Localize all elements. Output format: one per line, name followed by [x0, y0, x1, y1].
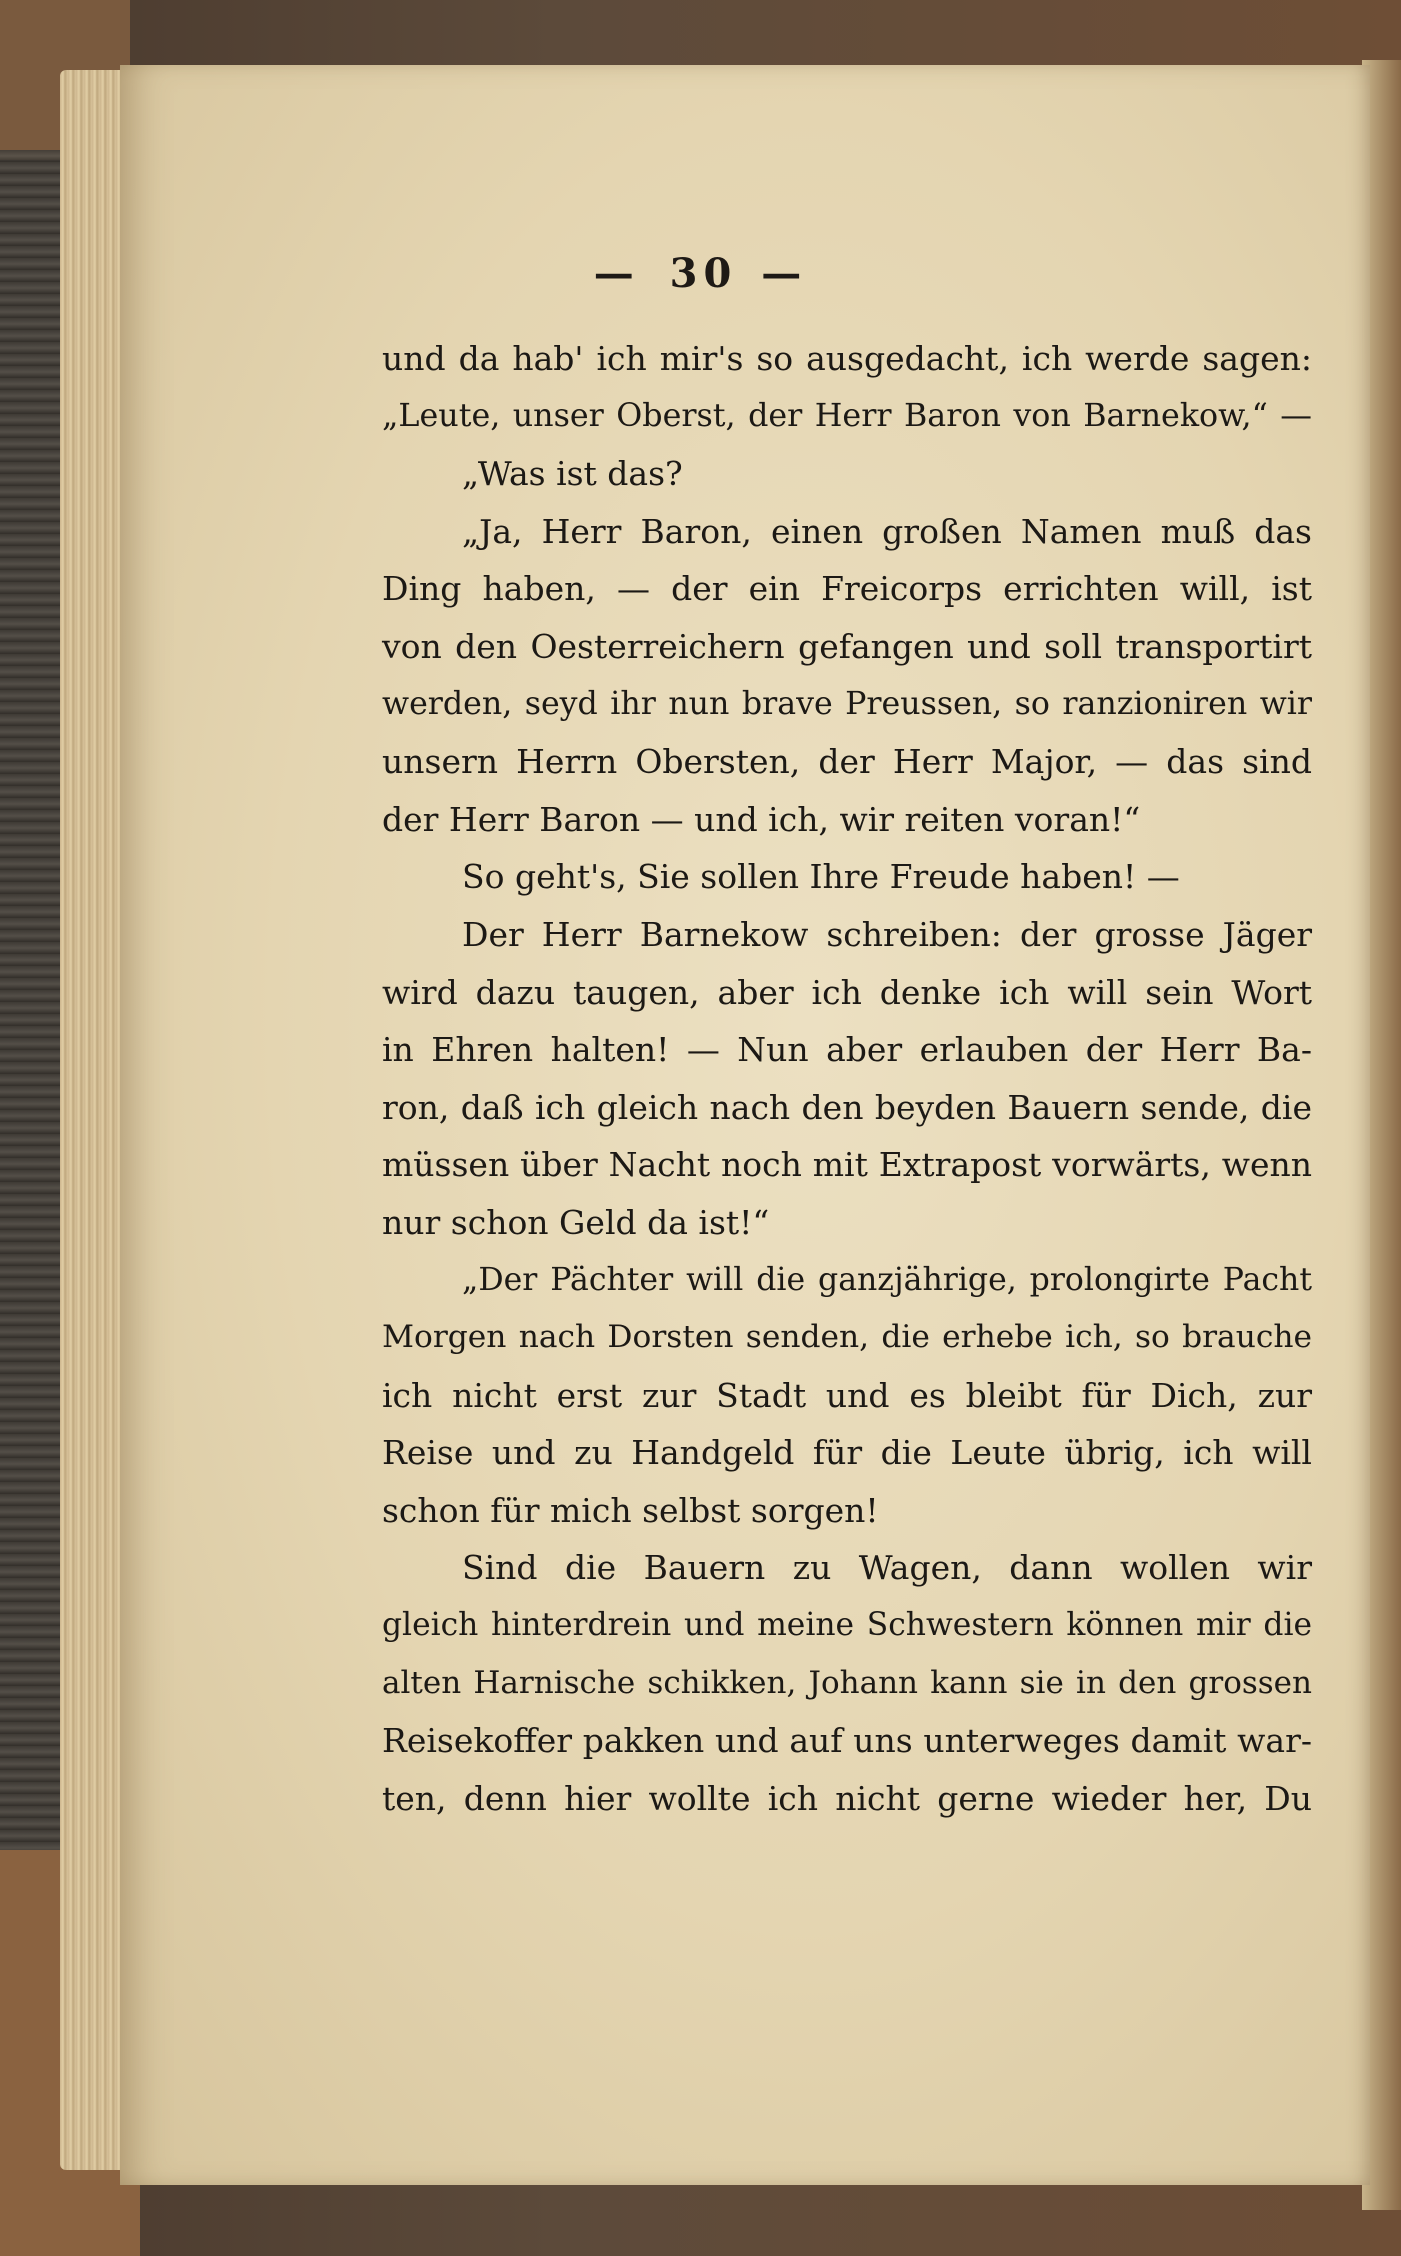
text-line: ron, daß ich gleich nach den beyden Bauern sende, die — [382, 1087, 1312, 1127]
text-line: werden, seyd ihr nun brave Preussen, so ranzioniren wir — [382, 685, 1312, 722]
text-line: ich nicht erst zur Stadt und es bleibt für Dich, zur — [382, 1375, 1312, 1415]
text-line: von den Oesterreichern gefangen und soll transportirt — [382, 626, 1312, 666]
body-text — [382, 330, 1312, 1827]
text-line: der Herr Baron — und ich, wir reiten voran!“ — [382, 799, 1141, 839]
text-line: Sind die Bauern zu Wagen, dann wollen wir — [462, 1548, 1312, 1588]
page-number — [0, 250, 1401, 297]
text-line: Ding haben, — der ein Freicorps errichten will, ist — [382, 569, 1312, 609]
text-line: Der Herr Barnekow schreiben: der grosse Jäger — [462, 914, 1312, 954]
text-line: in Ehren halten! — Nun aber erlauben der Herr Ba- — [382, 1030, 1312, 1070]
text-line: Reise und zu Handgeld für die Leute übrig, ich will — [382, 1433, 1312, 1473]
text-line: unsern Herrn Obersten, der Herr Major, — das sind — [382, 742, 1312, 782]
text-line: alten Harnische schikken, Johann kann sie in den grossen — [382, 1664, 1312, 1701]
page-number-dash-right: — — [761, 250, 808, 297]
text-line: nur schon Geld da ist!“ — [382, 1202, 770, 1242]
text-line: „Ja, Herr Baron, einen großen Namen muß das — [462, 511, 1312, 551]
text-line: Reisekoffer pakken und auf uns unterweges damit war- — [382, 1721, 1312, 1761]
text-line: Morgen nach Dorsten senden, die erhebe ich, so brauche — [382, 1319, 1312, 1356]
text-line: So geht's, Sie sollen Ihre Freude haben! — — [462, 857, 1180, 897]
cover-spine — [0, 150, 60, 1850]
text-line: „Leute, unser Oberst, der Herr Baron von Barnekow,“ — — [382, 397, 1312, 434]
text-line: wird dazu taugen, aber ich denke ich will sein Wort — [382, 972, 1312, 1012]
text-line: und da hab' ich mir's so ausgedacht, ich werde sagen: — [382, 339, 1312, 378]
text-line: schon für mich selbst sorgen! — [382, 1490, 879, 1530]
text-line: müssen über Nacht noch mit Extrapost vorwärts, wenn — [382, 1145, 1312, 1185]
page-number-value: 30 — [669, 250, 738, 297]
text-line: „Was ist das? — [462, 454, 683, 494]
page-number-dash-left: — — [593, 250, 640, 297]
text-line: gleich hinterdrein und meine Schwestern können mir die — [382, 1607, 1312, 1644]
text-line: ten, denn hier wollte ich nicht gerne wieder her, Du — [382, 1778, 1312, 1818]
text-line: „Der Pächter will die ganzjährige, prolongirte Pacht — [462, 1261, 1312, 1298]
